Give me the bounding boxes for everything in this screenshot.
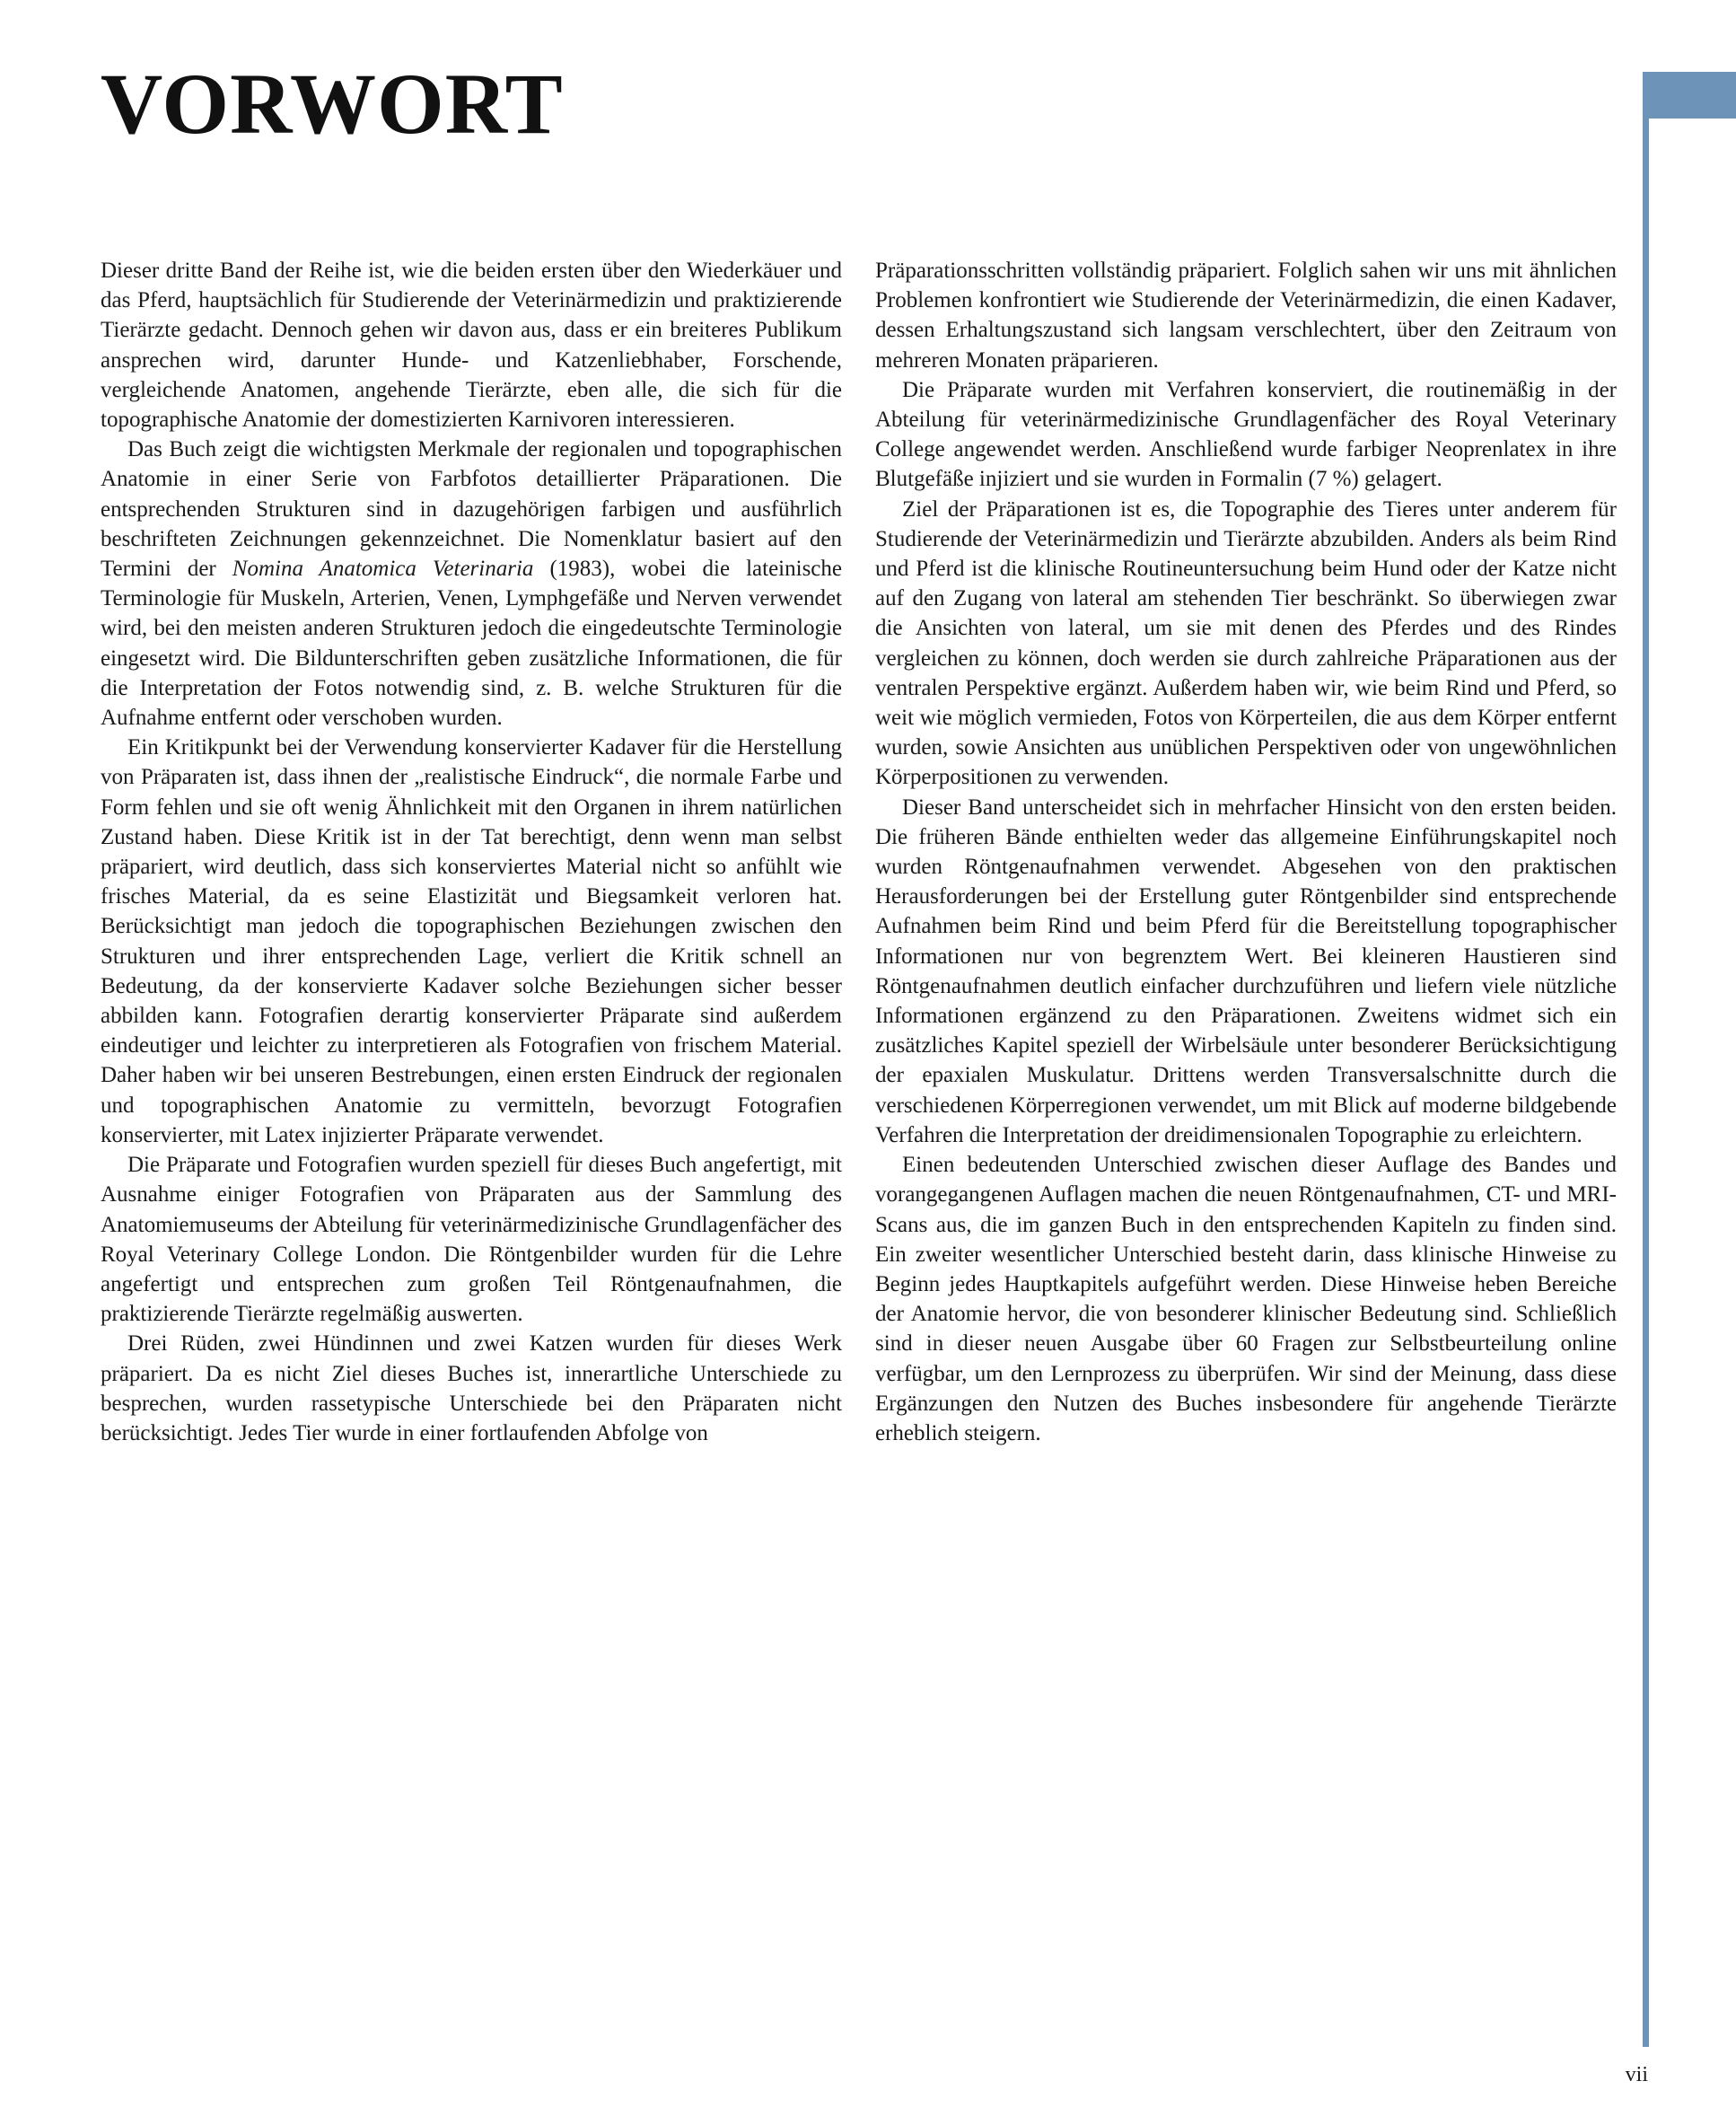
right-column — [875, 256, 1617, 1448]
paragraph-text: (1983), wobei die lateinische Terminologie für Muskeln, Arterien, Venen, Lymphgefäße und Nerven verwendet wird, bei den meisten anderen Strukturen jedoch die eingedeutschte Terminologie eingesetzt wird. Die Bildunterschriften geben zusätzliche Informationen, die für die Interpretation der Fotos notwendig sind, z. B. welche Strukturen für die Aufnahme entfernt oder verschoben wurden. — [101, 557, 842, 731]
paragraph: Ein Kritikpunkt bei der Verwendung konservierter Kadaver für die Herstellung von Präparaten ist, dass ihnen der „realistische Eindruck“, die normale Farbe und Form fehlen und sie oft wenig Ähnlichkeit mit den Organen in ihrem natürlichen Zustand haben. Diese Kritik ist in der Tat berechtigt, denn wenn man selbst präpariert, wird deutlich, dass sich konserviertes Material nicht so anfühlt wie frisches Material, da es seine Elastizität und Biegsamkeit verloren hat. Berücksichtigt man jedoch die topographischen Beziehungen zwischen den Strukturen und ihrer entsprechenden Lage, verliert die Kritik schnell an Bedeutung, da der konservierte Kadaver solche Beziehungen sicher besser abbilden kann. Fotografien derartig konservierter Präparate sind außerdem eindeutiger und leichter zu interpretieren als Fotografien von frischem Material. Daher haben wir bei unseren Bestrebungen, einen ersten Eindruck der regionalen und topographischen Anatomie zu vermitteln, bevorzugt Fotografien konservierter, mit Latex injizierter Präparate verwendet. — [101, 735, 842, 1147]
paragraph: Die Präparate und Fotografien wurden speziell für dieses Buch angefertigt, mit Ausnahme einiger Fotografien von Präparaten aus der Sammlung des Anatomiemuseums der Abteilung für veterinärmedizinische Grundlagenfächer des Royal Veterinary College London. Die Röntgenbilder wurden für die Lehre angefertigt und entsprechen zum großen Teil Röntgenaufnahmen, die praktizierende Tierärzte regelmäßig auswerten. — [101, 1153, 842, 1327]
paragraph: Drei Rüden, zwei Hündinnen und zwei Katzen wurden für dieses Werk präpariert. Da es nicht Ziel dieses Buches ist, innerartliche Unterschiede zu besprechen, wurden rassetypische Unterschiede bei den Präparaten nicht berücksichtigt. Jedes Tier wurde in einer fortlaufenden Abfolge von — [101, 1331, 842, 1445]
paragraph-text: Das Buch zeigt die wichtigsten Merkmale der regionalen und topographischen Anatomie in einer Serie von Farbfotos detaillierter Präparationen. Die entsprechenden Strukturen sind in dazugehörigen farbigen und ausführlich beschrifteten Zeichnungen gekennzeichnet. Die Nomenklatur basiert auf den Termini der — [101, 437, 842, 582]
paragraph: Dieser dritte Band der Reihe ist, wie die beiden ersten über den Wiederkäuer und das Pferd, hauptsächlich für Studierende der Veterinärmedizin und praktizierende Tierärzte gedacht. Dennoch gehen wir davon aus, dass er ein breiteres Publikum ansprechen wird, darunter Hunde- und Katzenliebhaber, Forschende, vergleichende Anatomen, angehende Tierärzte, eben alle, die sich für die topographische Anatomie der domestizierten Karnivoren interessieren. — [101, 259, 842, 433]
left-column — [101, 256, 842, 1448]
paragraph: Dieser Band unterscheidet sich in mehrfacher Hinsicht von den ersten beiden. Die früheren Bände enthielten weder das allgemeine Einführungskapitel noch wurden Röntgenaufnahmen verwendet. Abgesehen von den praktischen Herausforderungen bei der Erstellung guter Röntgenbilder sind entsprechende Aufnahmen beim Rind und beim Pferd für die Bereitstellung topographischer Informationen nur von begrenztem Wert. Bei kleineren Haustieren sind Röntgenaufnahmen deutlich einfacher durchzuführen und liefern viele nützliche Informationen ergänzend zu den Präparationen. Zweitens widmet sich ein zusätzliches Kapitel speziell der Wirbelsäule unter besonderer Berücksichtigung der epaxialen Muskulatur. Drittens werden Transversalschnitte durch die verschiedenen Körperregionen verwendet, um mit Blick auf moderne bildgebende Verfahren die Interpretation der dreidimensionalen Topographie zu erleichtern. — [875, 795, 1617, 1147]
paragraph: Die Präparate wurden mit Verfahren konserviert, die routinemäßig in der Abteilung für veterinärmedizinische Grundlagenfächer des Royal Veterinary College angewendet werden. Anschließend wurde farbiger Neoprenlatex in ihre Blutgefäße injiziert und sie wurden in Formalin (7 %) gelagert. — [875, 377, 1617, 492]
paragraph: Präparationsschritten vollständig präpariert. Folglich sahen wir uns mit ähnlichen Problemen konfrontiert wie Studierende der Veterinärmedizin, die einen Kadaver, dessen Erhaltungszustand sich langsam verschlechtert, über den Zeitraum von mehreren Monaten präparieren. — [875, 259, 1617, 373]
paragraph: Ziel der Präparationen ist es, die Topographie des Tieres unter anderem für Studierende der Veterinärmedizin und Tierärzte abzubilden. Anders als beim Rind und Pferd ist die klinische Routineuntersuchung beim Hund oder der Katze nicht auf den Zugang von lateral am stehenden Tier beschränkt. So überwiegen zwar die Ansichten von lateral, um sie mit denen des Pferdes und des Rindes vergleichen zu können, doch werden sie durch zahlreiche Präparationen aus der ventralen Perspektive ergänzt. Außerdem haben wir, wie beim Rind und Pferd, so weit wie möglich vermieden, Fotos von Körperteilen, die aus dem Körper entfernt wurden, sowie Ansichten aus unüblichen Perspektiven oder von ungewöhnlichen Körperpositionen zu verwenden. — [875, 496, 1617, 790]
nomina-reference: Nomina Anatomica Veterinaria — [232, 557, 534, 582]
page-number: vii — [1625, 2063, 1648, 2086]
page-title: VORWORT — [101, 56, 564, 152]
chapter-tab-marker — [1643, 72, 1736, 119]
paragraph: Einen bedeutenden Unterschied zwischen dieser Auflage des Bandes und vorangegangenen Auflagen machen die neuen Röntgenaufnahmen, CT- und MRI-Scans aus, die im ganzen Buch in den entsprechenden Kapiteln zu finden sind. Ein zweiter wesentlicher Unterschied besteht darin, dass klinische Hinweise zu Beginn jedes Hauptkapitels aufgeführt werden. Diese Hinweise heben Bereiche der Anatomie hervor, die von besonderer klinischer Bedeutung sind. Schließlich sind in dieser neuen Ausgabe über 60 Fragen zur Selbstbeurteilung online verfügbar, um den Lernprozess zu überprüfen. Wir sind der Meinung, dass diese Ergänzungen den Nutzen des Buches insbesondere für angehende Tierärzte erheblich steigern. — [875, 1153, 1617, 1445]
paragraph — [101, 435, 842, 733]
margin-rule — [1643, 119, 1649, 2047]
